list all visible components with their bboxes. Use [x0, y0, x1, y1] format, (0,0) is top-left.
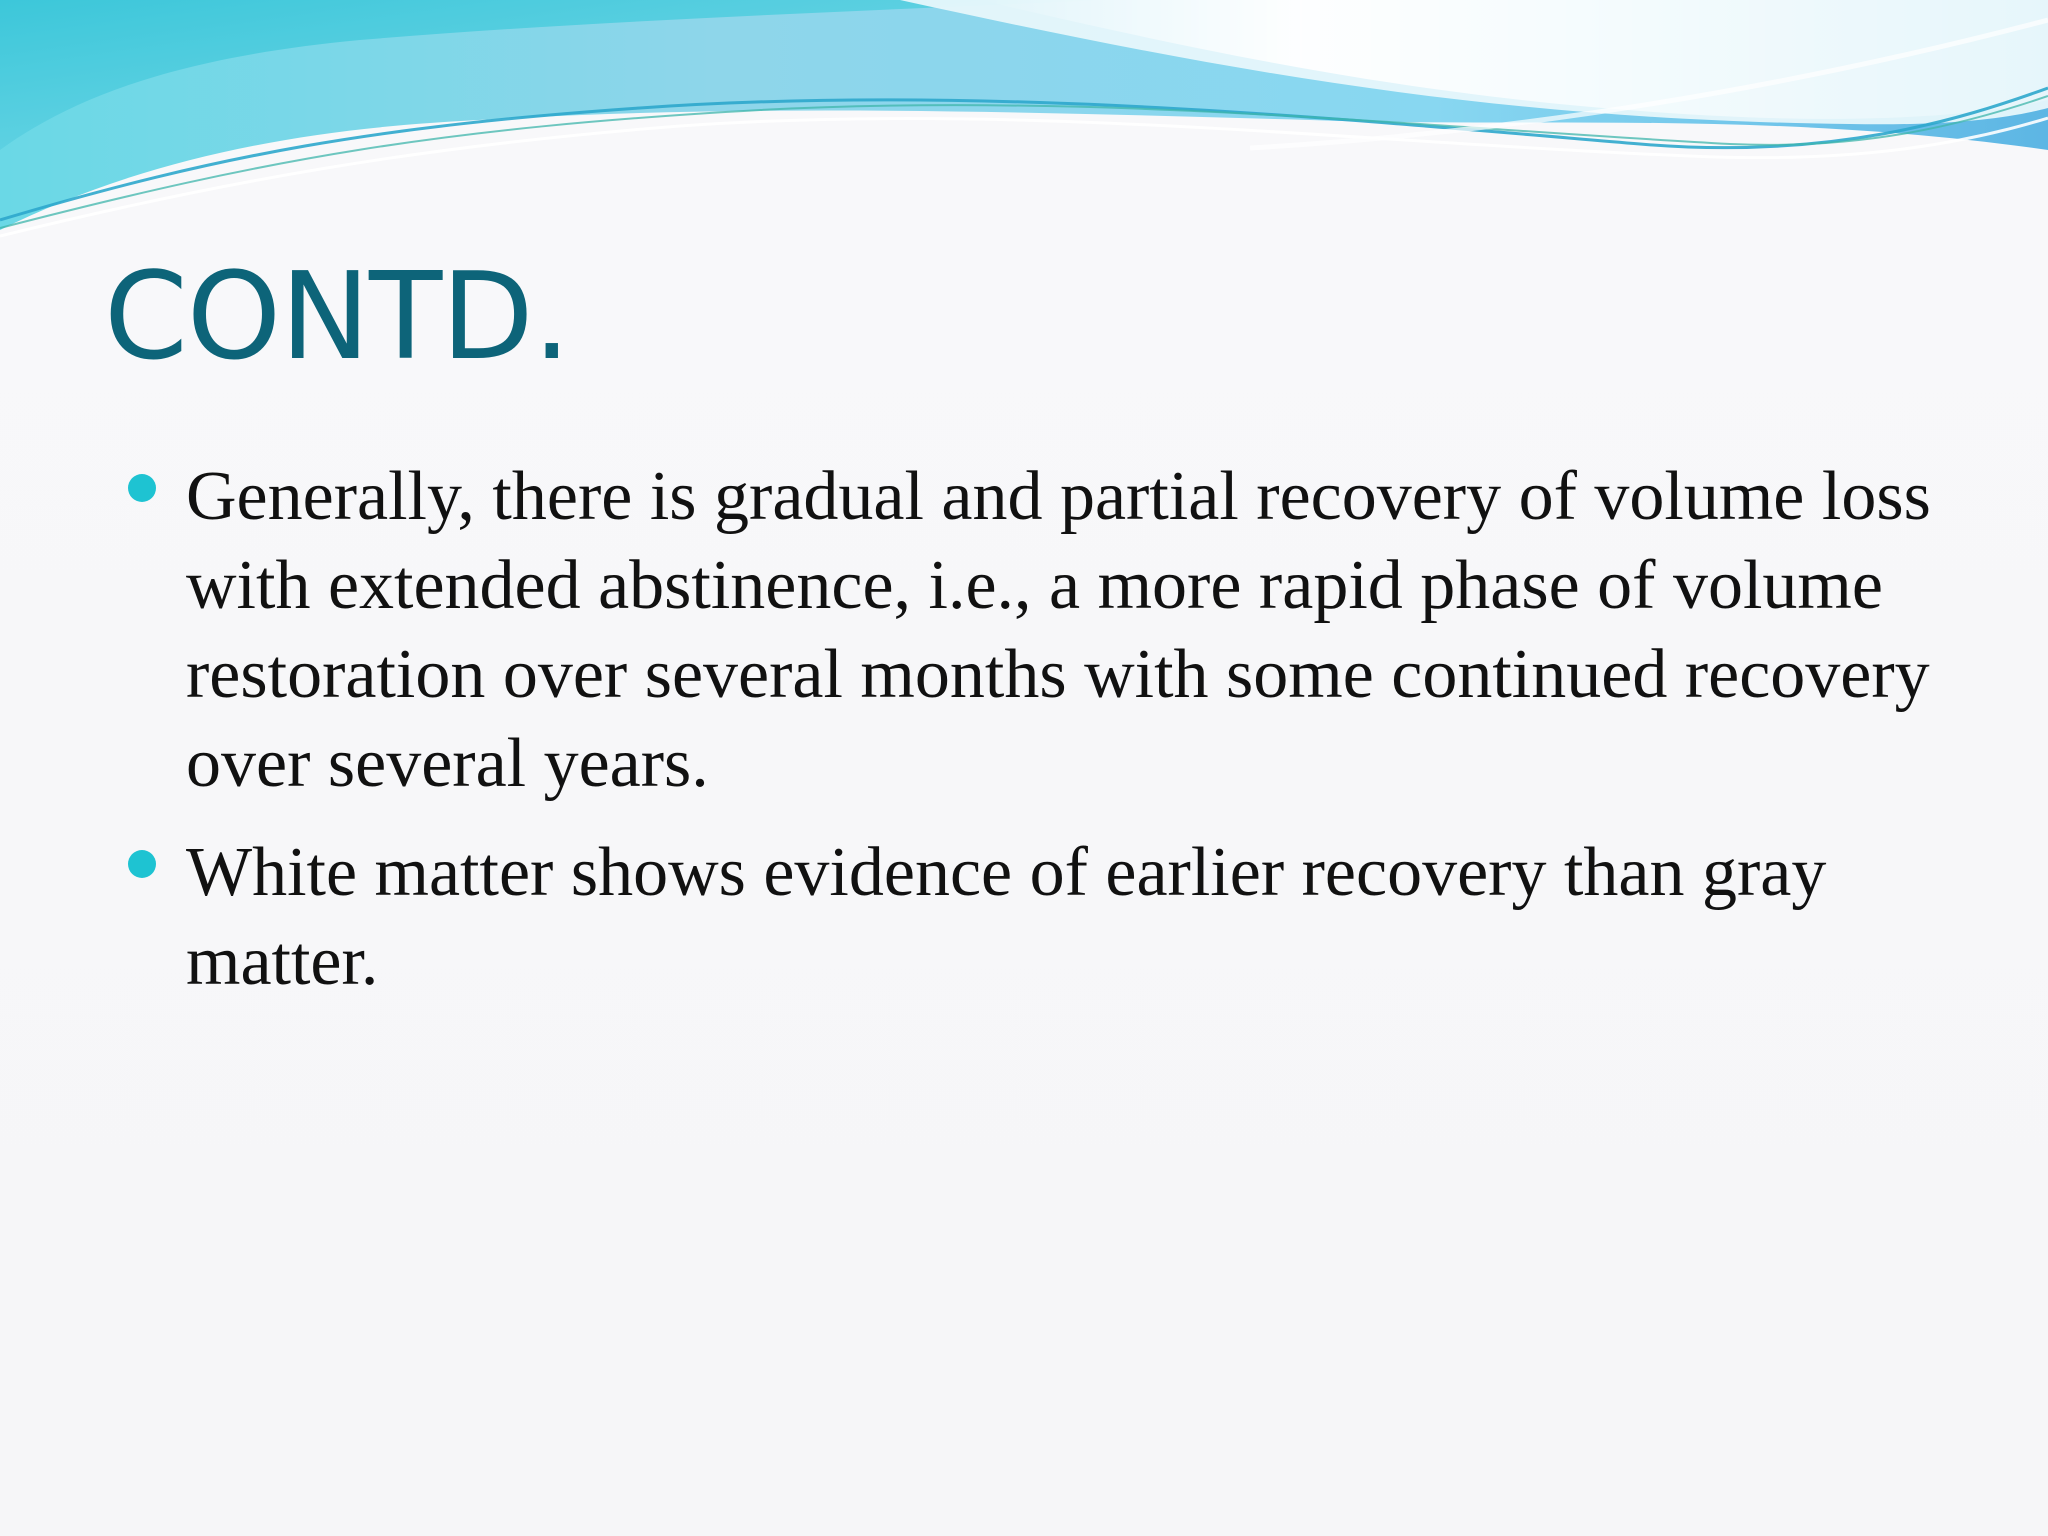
decorative-wave-banner [0, 0, 2048, 240]
bullet-list [128, 452, 1988, 1026]
bullet-text: Generally, there is gradual and partial recovery of volume loss with extended abstinence, i.e., a more rapid phase of volume restoration over several months with some continued recovery over several years. [186, 458, 1931, 802]
bullet-dot-icon [128, 474, 156, 502]
bullet-item-2 [128, 828, 1988, 1006]
bullet-dot-icon [128, 850, 156, 878]
bullet-item-1 [128, 452, 1988, 808]
slide-title: CONTD. [104, 248, 570, 387]
bullet-text: White matter shows evidence of earlier recovery than gray matter. [186, 834, 1827, 1000]
